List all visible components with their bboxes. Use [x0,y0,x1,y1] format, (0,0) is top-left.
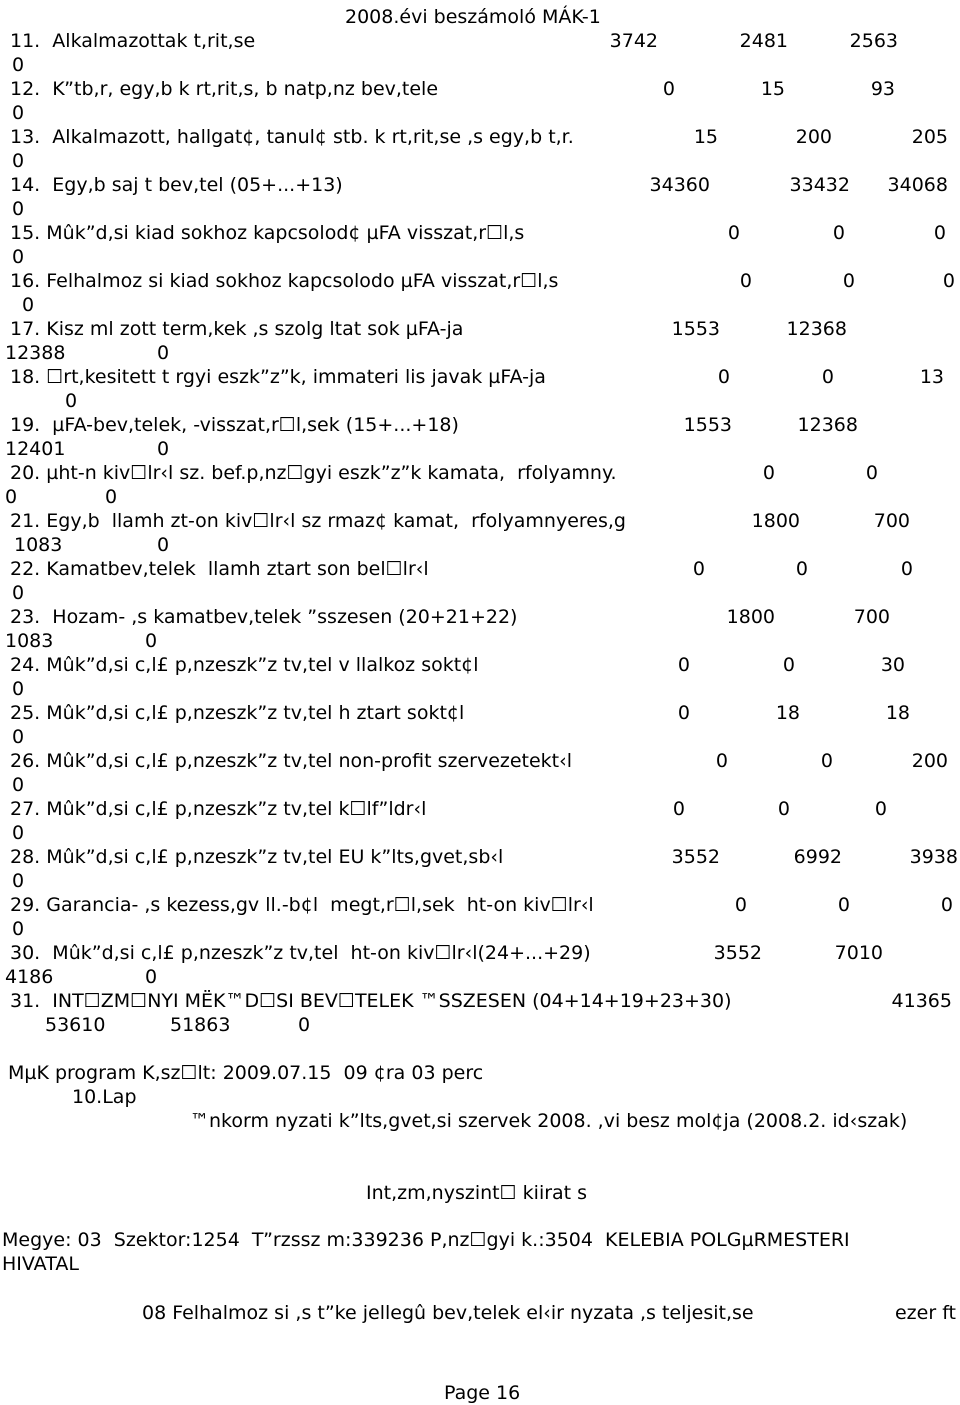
row-label: 15. Mûk”d,si kiad sokhoz kapcsolod¢ µFA visszat,r☐l,s [10,222,525,244]
row-label: 18. ☐rt,kesitett t rgyi eszk”z”k, immateri lis javak µFA-ja [10,366,546,388]
section-title: 08 Felhalmoz si ,s t”ke jellegû bev,telek el‹ir nyzata ,s teljesit,se [142,1302,754,1324]
row-value: 0 [12,678,25,700]
row-value: 1800 [726,606,775,628]
row-value: 0 [12,246,25,268]
row-value: 15 [760,78,785,100]
row-value: 0 [22,294,35,316]
row-value: 0 [795,558,808,580]
row-value: 1553 [671,318,720,340]
row-value: 0 [157,438,170,460]
report-header: 2008.évi beszámoló MÁK-1 [345,6,601,28]
row-value: 0 [942,270,955,292]
row-value: 4186 [5,966,54,988]
row-label: 22. Kamatbev,telek llamh ztart son bel☐lr‹l [10,558,429,580]
row-value: 41365 [891,990,952,1012]
row-value: 0 [677,702,690,724]
row-value: 700 [873,510,910,532]
row-value: 700 [853,606,890,628]
row-value: 0 [933,222,946,244]
row-label: 21. Egy,b llamh zt-on kiv☐lr‹l sz rmaz¢ kamat, rfolyamnyeres,g [10,510,626,532]
row-value: 0 [717,366,730,388]
row-value: 3742 [609,30,658,52]
row-value: 0 [842,270,855,292]
row-label: 31. INT☐ZM☐NYI MËK™D☐SI BEV☐TELEK ™SSZESEN (04+14+19+23+30) [10,990,732,1012]
row-value: 53610 [45,1014,106,1036]
row-value: 0 [672,798,685,820]
row-value: 0 [677,654,690,676]
row-label: 27. Mûk”d,si c,l£ p,nzeszk”z tv,tel k☐lf”ldr‹l [10,798,427,820]
row-label: 17. Kisz ml zott term,kek ,s szolg ltat sok µFA-ja [10,318,464,340]
row-value: 205 [911,126,948,148]
row-value: 1800 [751,510,800,532]
row-label: 30. Mûk”d,si c,l£ p,nzeszk”z tv,tel ht-on kiv☐lr‹l(24+...+29) [10,942,591,964]
row-value: 0 [820,750,833,772]
row-value: 0 [12,822,25,844]
row-value: 2481 [739,30,788,52]
row-value: 12368 [786,318,847,340]
megye-line: Megye: 03 Szektor:1254 T”rzssz m:339236 P,nz☐gyi k.:3504 KELEBIA POLGµRMESTERI [2,1229,850,1251]
row-value: 0 [940,894,953,916]
program-timestamp: MµK program K,sz☐lt: 2009.07.15 09 ¢ra 03 perc [8,1062,484,1084]
row-value: 34360 [649,174,710,196]
megye-line-continued: HIVATAL [2,1253,79,1275]
row-value: 0 [12,54,25,76]
row-value: 1083 [5,630,54,652]
row-label: 12. K”tb,r, egy,b k rt,rit,s, b natp,nz bev,tele [10,78,439,100]
row-value: 18 [775,702,800,724]
row-value: 0 [157,534,170,556]
row-value: 51863 [170,1014,231,1036]
row-value: 200 [911,750,948,772]
row-value: 0 [157,342,170,364]
row-value: 0 [145,630,158,652]
row-value: 0 [12,198,25,220]
row-value: 0 [12,774,25,796]
row-value: 0 [298,1014,311,1036]
row-label: 23. Hozam- ,s kamatbev,telek ”sszesen (20+21+22) [10,606,518,628]
row-value: 0 [662,78,675,100]
row-value: 0 [832,222,845,244]
row-value: 0 [12,918,25,940]
row-value: 3552 [713,942,762,964]
row-label: 14. Egy,b saj t bev,tel (05+...+13) [10,174,343,196]
row-value: 3552 [671,846,720,868]
row-value: 93 [870,78,895,100]
row-value: 34068 [887,174,948,196]
row-label: 26. Mûk”d,si c,l£ p,nzeszk”z tv,tel non-profit szervezetekt‹l [10,750,573,772]
row-value: 0 [105,486,118,508]
page-number: Page 16 [444,1382,521,1404]
row-value: 30 [880,654,905,676]
row-label: 16. Felhalmoz si kiad sokhoz kapcsolodo µFA visszat,r☐l,s [10,270,559,292]
row-value: 33432 [789,174,850,196]
row-value: 0 [5,486,18,508]
row-value: 0 [65,390,78,412]
row-value: 0 [762,462,775,484]
row-value: 0 [782,654,795,676]
row-label: 19. µFA-bev,telek, -visszat,r☐l,sek (15+...+18) [10,414,459,436]
row-value: 200 [795,126,832,148]
row-value: 0 [865,462,878,484]
row-value: 7010 [834,942,883,964]
row-label: 29. Garancia- ,s kezess,gv ll.-b¢l megt,r☐l,sek ht-on kiv☐lr‹l [10,894,594,916]
row-value: 0 [837,894,850,916]
row-value: 0 [777,798,790,820]
row-value: 12388 [5,342,66,364]
row-label: 11. Alkalmazottak t,rit,se [10,30,256,52]
row-value: 0 [145,966,158,988]
row-value: 12368 [797,414,858,436]
row-value: 0 [727,222,740,244]
page-lap: 10.Lap [72,1086,137,1108]
row-value: 3938 [909,846,958,868]
row-label: 20. µht-n kiv☐lr‹l sz. bef.p,nz☐gyi eszk”z”k kamata, rfolyamny. [10,462,617,484]
row-value: 0 [12,870,25,892]
row-label: 24. Mûk”d,si c,l£ p,nzeszk”z tv,tel v llalkoz sokt¢l [10,654,479,676]
row-value: 0 [12,102,25,124]
row-value: 0 [821,366,834,388]
row-value: 0 [739,270,752,292]
row-value: 12401 [5,438,66,460]
row-value: 0 [900,558,913,580]
row-value: 0 [692,558,705,580]
report-title: ™nkorm nyzati k”lts,gvet,si szervek 2008. ,vi besz mol¢ja (2008.2. id‹szak) [190,1110,908,1132]
row-value: 1553 [683,414,732,436]
row-label: 25. Mûk”d,si c,l£ p,nzeszk”z tv,tel h ztart sokt¢l [10,702,465,724]
row-value: 6992 [793,846,842,868]
row-value: 2563 [849,30,898,52]
row-value: 13 [919,366,944,388]
unit-label: ezer ft [894,1302,956,1324]
row-value: 15 [693,126,718,148]
row-value: 0 [12,150,25,172]
report-subtitle: Int,zm,nyszint☐ kiirat s [366,1182,588,1204]
row-value: 18 [885,702,910,724]
row-value: 0 [874,798,887,820]
row-label: 13. Alkalmazott, hallgat¢, tanul¢ stb. k rt,rit,se ,s egy,b t,r. [10,126,574,148]
row-label: 28. Mûk”d,si c,l£ p,nzeszk”z tv,tel EU k”lts,gvet,sb‹l [10,846,504,868]
row-value: 0 [12,582,25,604]
row-value: 0 [715,750,728,772]
row-value: 1083 [14,534,63,556]
row-value: 0 [734,894,747,916]
row-value: 0 [12,726,25,748]
